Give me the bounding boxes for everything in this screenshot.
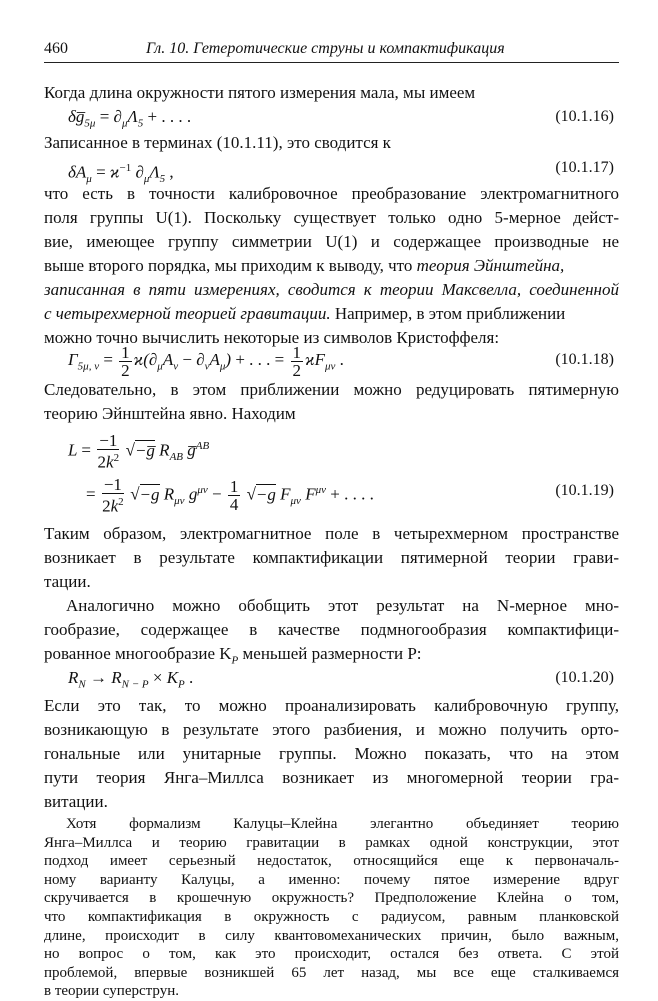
text-line: гональные или унитарные группы. Можно показать, что на этом [44, 744, 619, 763]
text-line: Хотя формализм Калуцы–Клейна элегантно объединяет теорию [66, 816, 619, 832]
text-line: вие, имеющее группу симметрии U(1) и содержащее производные не [44, 232, 619, 251]
text-line: витации. [44, 792, 108, 811]
text-line: гообразие, содержащее в качестве подмногообразия компактифици- [44, 620, 619, 639]
text-line: пути теория Янга–Миллса возникает из многомерной теории гра- [44, 768, 619, 787]
text-line: проблемой, впервые возникшей 65 лет назад, мы все еще сталкиваемся [44, 964, 619, 981]
text-line: можно точно вычислить некоторые из символов Кристоффеля: [44, 328, 500, 347]
text-line: Если это так, то можно проанализировать калибровочную группу, [44, 696, 619, 715]
text-line [44, 254, 619, 278]
text-line: ному варианту Калуцы, а именно: почему пятое измерение вдруг [44, 871, 619, 888]
equation-number: (10.1.16) [555, 108, 614, 125]
text-line: но вопрос о том, как это происходит, остался без ответа. С этой [44, 946, 619, 963]
running-title: Гл. 10. Гетеротические струны и компактификация [146, 40, 505, 57]
equation-10-1-19-line2: = $\frac{-1}{2k^2}$ √−g $R_{\mu\nu}$ $g^{\mu\nu}$ − $\frac{1}{4}$ √−g $F_{\mu\nu}$ $F^{\mu\nu}$ + . . . . [86, 475, 374, 517]
equation-10-1-19-line1: L = $\frac{-1}{2k^2}$ √−g̅ $R_{AB}$ g̅$^{AB}$ [68, 431, 210, 473]
text-line: записанная в пяти измерениях, сводится к теории Максвелла, соединенной [44, 280, 619, 299]
header-rule [44, 62, 619, 63]
text-line: Янга–Миллса и теорию гравитации в рамках одной конструкции, этот [44, 834, 619, 851]
text-line: в теории суперструн. [44, 983, 179, 1000]
equation-number: (10.1.19) [555, 482, 614, 499]
text-line: теорию Эйнштейна явно. Находим [44, 404, 296, 423]
text-span: меньшей размерности P: [238, 644, 422, 663]
text-line: возникает в результате компактификации пятимерной теории грави- [44, 548, 619, 567]
text-line: Аналогично можно обобщить этот результат на N-мерное мно- [66, 596, 619, 615]
text-line [44, 302, 619, 326]
text-line: подход имеет серьезный недостаток, относящийся еще к первоначаль- [44, 853, 619, 870]
running-header [44, 40, 619, 64]
text-span: Например, в этом приближении [334, 304, 566, 323]
text-line: Таким образом, электромагнитное поле в четырехмерном пространстве [44, 524, 619, 543]
text-line: поля группы U(1). Поскольку существует только одно 5-мерное дейст- [44, 208, 619, 227]
text-line: тации. [44, 572, 91, 591]
italic-span: с четырехмерной теорией гравитации. [44, 304, 331, 323]
equation-number: (10.1.20) [555, 669, 614, 686]
text-line: Когда длина окружности пятого измерения мала, мы имеем [44, 83, 476, 102]
equation-number: (10.1.18) [555, 351, 614, 368]
text-line: что компактификация в окружность с радиусом, равным планковской [44, 909, 619, 925]
equation-10-1-18: $\Gamma_{5\mu, \nu}$ = $\frac{1}{2}$ $ϰ(\partial_\mu A_\nu - \partial_\nu A_\mu)$ + . . . = $\frac{1}{2}$ $ϰF_{\mu\nu}$ . [68, 342, 344, 380]
page-number: 460 [44, 40, 68, 57]
italic-span: теория Эйнштейна, [416, 256, 565, 275]
text-line: Следовательно, в этом приближении можно редуцировать пятимерную [44, 380, 619, 399]
text-line: что есть в точности калибровочное преобразование электромагнитного [44, 184, 619, 203]
equation-10-1-16: $\delta g̅_{5\mu} = \partial_\mu\Lambda_5$ + . . . . [68, 107, 192, 130]
equation-number: (10.1.17) [555, 159, 614, 176]
text-span: выше второго порядка, мы приходим к выводу, что [44, 256, 413, 275]
text-line: возникающую в результате этого разбиения, и можно получить орто- [44, 720, 619, 739]
text-line: скручивается в крошечную окружность? Предположение Клейна о том, [44, 890, 619, 907]
text-line: длине, происходит в силу квантовомеханических причин, было важным, [44, 927, 619, 944]
equation-10-1-20: $R_N \to R_{N - P} \times K_P$ . [68, 668, 194, 691]
text-line: рованное многообразие $K_P$ меньшей размерности P: [44, 644, 422, 666]
text-line: Записанное в терминах (10.1.11), это сводится к [44, 133, 391, 152]
equation-10-1-17: $\delta A_\mu = ϰ^{-1}$ $\partial_\mu\Lambda_5$ , [68, 162, 174, 186]
text-span: рованное многообразие K [44, 644, 232, 663]
